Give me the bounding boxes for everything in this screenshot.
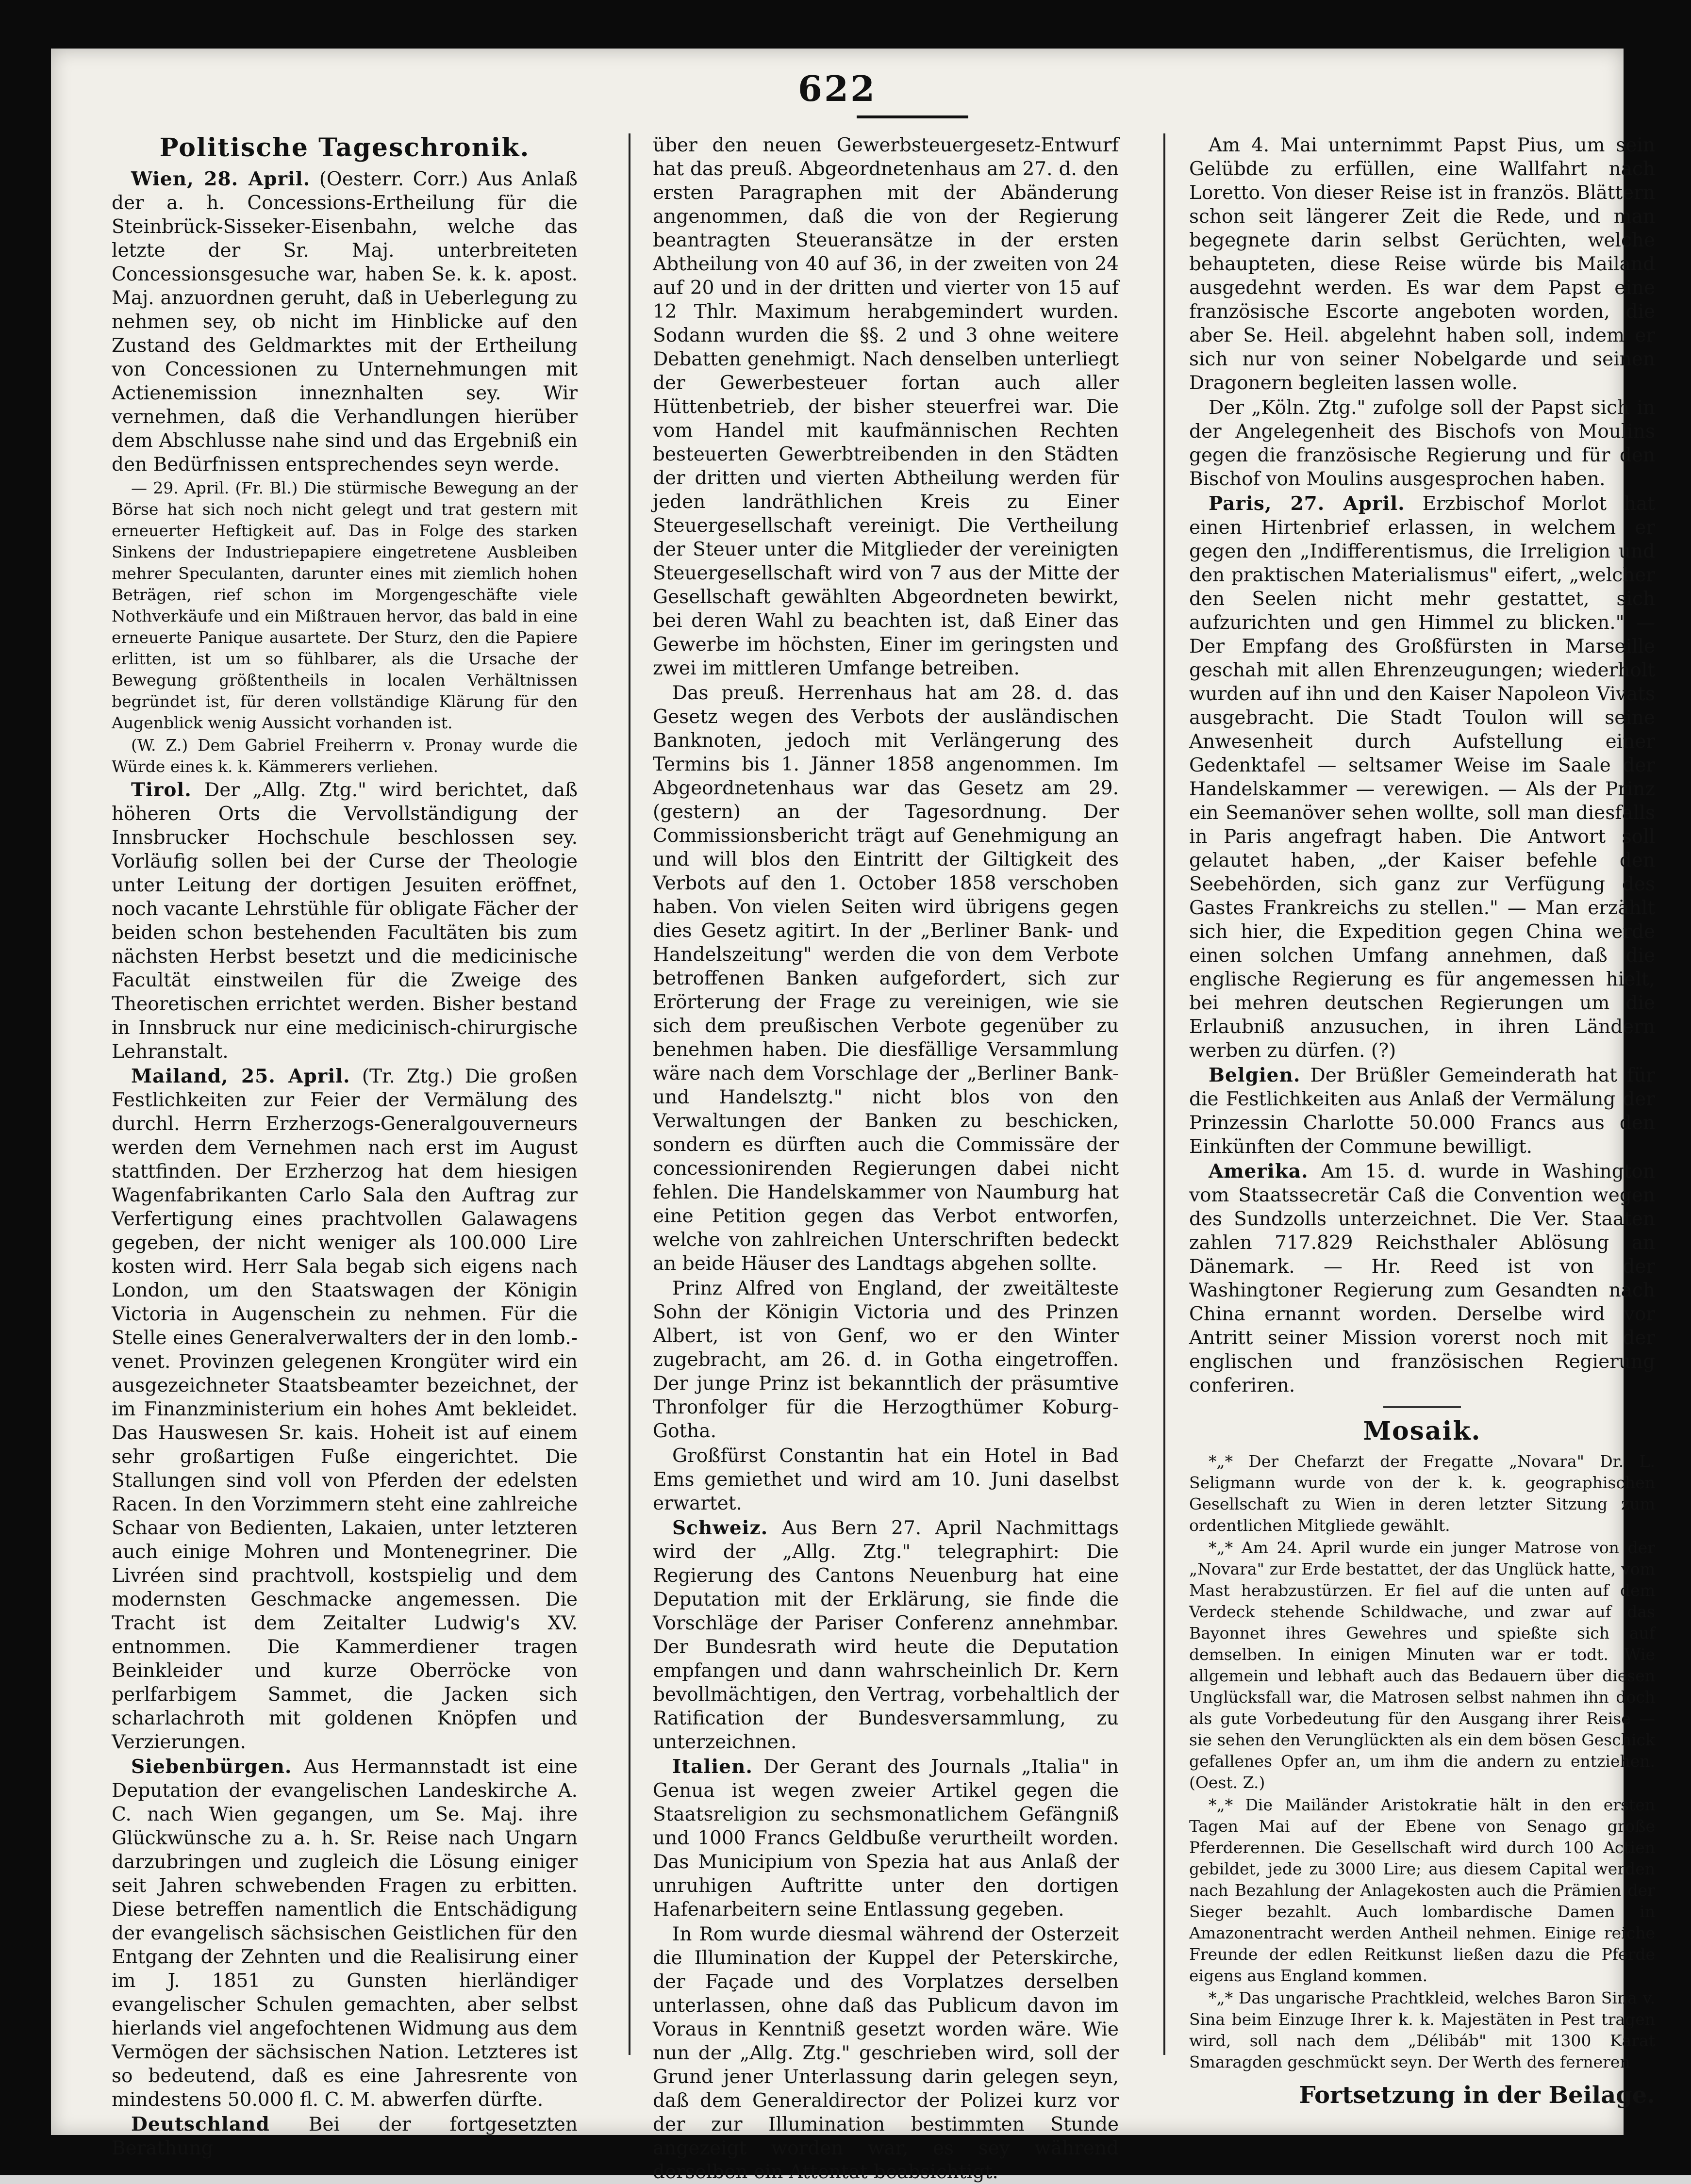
- article-amerika: [1189, 1160, 1655, 1397]
- dateline-belgien: Belgien.: [1209, 1064, 1301, 1086]
- column-divider: [1163, 133, 1165, 2055]
- dateline-tirol: Tirol.: [131, 779, 192, 801]
- dateline-italien: Italien.: [672, 1756, 753, 1778]
- article-deutschland: [112, 2113, 578, 2160]
- article-schweiz: [653, 1516, 1119, 1754]
- dateline-deutschland: Deutschland: [131, 2113, 270, 2135]
- article-siebenbuergen: [112, 1755, 578, 2112]
- mosaik-item: *„* Der Chefarzt der Fregatte „Novara" Dr. L. Seligmann wurde von der k. k. geographischen Gesellschaft zu Wien in deren letzter Sitzung zum ordentlichen Mitgliede gewählt.: [1189, 1452, 1655, 1535]
- mosaik-heading: Mosaik.: [1363, 1416, 1481, 1446]
- article-body: (Oesterr. Corr.) Aus Anlaß der a. h. Concessions-Ertheilung für die Steinbrück-Sisseker-Eisenbahn, welche das letzte der Sr. Maj. unterbreiteten Concessionsgesuche war, haben Se. k. k. apost. Maj. anzuordnen geruht, daß in Ueberlegung zu nehmen sey, ob nicht im Hinblicke auf den Zustand des Geldmarktes mit der Ertheilung von Concessionen zu Unternehmungen mit Actienemission inneznhalten sey. Wir vernehmen, daß die Verhandlungen hierüber dem Abschlusse nahe sind und das Ergebniß ein den Bedürfnissen entsprechendes seyn werde.: [112, 168, 578, 476]
- dateline-mailand: Mailand, 25. April.: [131, 1065, 350, 1087]
- section-separator: [1383, 1406, 1461, 1408]
- dateline-siebenbuergen: Siebenbürgen.: [131, 1756, 292, 1778]
- page-number: 622: [797, 68, 877, 109]
- newspaper-page: [51, 49, 1655, 2183]
- article-papst: Am 4. Mai unternimmt Papst Pius, um sein Gelübde zu erfüllen, eine Wallfahrt nach Loretto. Von dieser Reise ist in französ. Blättern schon seit längerer Zeit die Rede, und man begegnete darin selbst Gerüchten, welche behaupteten, diese Reise würde bis Mailand ausgedehnt werden. Es war dem Papst eine französische Escorte angeboten worden, die aber Se. Heil. abgelehnt haben soll, indem er sich nur von seiner Nobelgarde und seinen Dragonern begleiten lassen wolle.: [1189, 134, 1655, 394]
- mosaik-item: *„* Am 24. April wurde ein junger Matrose von der „Novara" zur Erde bestattet, der das Unglück hatte, vom Mast herabzustürzen. Er fiel auf die unten auf dem Verdeck stehende Schildwache, und zwar auf das Bayonnet ihres Gewehres und spießte sich auf demselben. In einigen Minuten war er todt. Wie allgemein und lebhaft auch das Bedauern über diesen Unglücksfall war, die Matrosen selbst nahmen ihn doch als gute Vorbedeutung für den Ausgang ihrer Reise — sie sehen den Verunglückten als ein dem bösen Geschick gefallenes Opfer an, um ihm die andern zu entziehen. (Oest. Z.): [1189, 1538, 1655, 1792]
- article-body: Aus Hermannstadt ist eine Deputation der evangelischen Landeskirche A. C. nach Wien gegangen, um Se. Maj. ihre Glückwünsche zu a. h. Sr. Reise nach Ungarn darzubringen und zugleich die Lösung einiger seit Jahren schwebenden Fragen zu erbitten. Diese betreffen namentlich die Entschädigung der evangelisch sächsischen Geistlichen für den Entgang der Zehnten und die Realisirung einer im J. 1851 zu Gunsten hierländiger evangelischer Schulen gemachten, aber selbst hierlands viel angefochtenen Widmung aus dem Vermögen der sächsischen Nation. Letzteres ist so bedeutend, daß es eine Jahresrente von mindestens 50.000 fl. C. M. abwerfen dürfte.: [112, 1756, 578, 2111]
- dateline-amerika: Amerika.: [1209, 1160, 1309, 1182]
- mosaik-item: *„* Das ungarische Prachtkleid, welches Baron Sina v. Sina beim Einzuge Ihrer k. k. Majestäten in Pest tragen wird, soll nach dem „Délibáb" mit 1300 Karat Smaragden geschmückt seyn. Der Werth des ferneren: [1189, 1988, 1655, 2071]
- section-heading: Politische Tageschronik.: [159, 133, 530, 163]
- article-body: Am 15. d. wurde in Washington vom Staatssecretär Caß die Convention wegen des Sundzolls unterzeichnet. Die Ver. Staaten zahlen 717.829 Reichsthaler Ablösung an Dänemark. — Hr. Reed ist von der Washingtoner Regierung zum Gesandten nach China ernannt worden. Derselbe wird vor Antritt seiner Mission vorerst noch mit der englischen und französischen Regierung conferiren.: [1189, 1161, 1655, 1396]
- article-tirol: [112, 778, 578, 1064]
- column-middle: [653, 133, 1119, 2183]
- article-mailand: [112, 1065, 578, 1754]
- column-left: [112, 133, 578, 2159]
- article-herrenhaus: Das preuß. Herrenhaus hat am 28. d. das Gesetz wegen des Verbots der ausländischen Banknoten, jedoch mit Verlängerung des Termins bis 1. Jänner 1858 angenommen. Im Abgeordnetenhaus war das Gesetz am 29. (gestern) an der Tagesordnung. Der Commissionsbericht trägt auf Genehmigung an und will blos den Eintritt der Giltigkeit des Verbots auf den 1. October 1858 verschoben haben. Von vielen Seiten wird übrigens gegen dies Gesetz agitirt. In der „Berliner Bank- und Handelszeitung" werden die von dem Verbote betroffenen Banken aufgefordert, sich zur Erörterung der Frage zu vereinigen, wie sie sich dem preußischen Verbote gegenüber zu benehmen haben. Die diesfällige Versammlung wäre nach dem Vorschlage der „Berliner Bank- und Handelsztg." nicht blos von den Verwaltungen der Banken zu beschicken, sondern es dürften auch die Commissäre der concessionirenden Regierungen dabei nicht fehlen. Die Handelskammer von Naumburg hat eine Petition gegen das Verbot entworfen, welche von zahlreichen Unterschriften bedeckt an beide Häuser des Landtags abgehen sollte.: [653, 682, 1119, 1275]
- article-wien: [112, 167, 578, 476]
- article-body: Bei der fortgesetzten Berathung: [112, 2114, 578, 2159]
- article-body: Aus Bern 27. April Nachmittags wird der „Allg. Ztg." telegraphirt: Die Regierung des Cantons Neuenburg hat eine Deputation mit der Erklärung, sie finde die Vorschläge der Pariser Conferenz annehmbar. Der Bundesrath wird heute die Deputation empfangen und dann wahrscheinlich Dr. Kern bevollmächtigen, den Vertrag, vorbehaltlich der Ratification der Bundesversammlung, zu unterzeichnen.: [653, 1517, 1119, 1753]
- article-body: Der Gerant des Journals „Italia" in Genua ist wegen zweier Artikel gegen die Staatsreligion zu sechsmonatlichem Gefängniß und 1000 Francs Geldbuße verurtheilt worden. Das Municipium von Spezia hat aus Anlaß der unruhigen Auftritte unter den dortigen Hafenarbeitern seine Entlassung gegeben.: [653, 1756, 1119, 1921]
- article-belgien: [1189, 1064, 1655, 1159]
- article-body: Der „Allg. Ztg." wird berichtet, daß höheren Orts die Vervollständigung der Innsbrucker Hochschule beschlossen sey. Vorläufig sollen bei der Curse der Theologie unter Leitung der dortigen Jesuiten eröffnet, noch vacante Lehrstühle für obligate Fächer der beiden schon bestehenden Facultäten bis zum nächsten Herbst besetzt und die medicinische Facultät einstweilen für die Zweige des Theoretischen errichtet werden. Bisher bestand in Innsbruck nur eine medicinisch-chirurgische Lehranstalt.: [112, 779, 578, 1063]
- article-prinz-alfred: Prinz Alfred von England, der zweitälteste Sohn der Königin Victoria und des Prinzen Albert, ist von Genf, wo er den Winter zugebracht, am 26. d. in Gotha eingetroffen. Der junge Prinz ist bekanntlich der präsumtive Thronfolger für die Herzogthümer Koburg-Gotha.: [653, 1278, 1119, 1442]
- article-body: Der Brüßler Gemeinderath hat für die Festlichkeiten aus Anlaß der Vermälung der Prinzessin Charlotte 50.000 Francs aus den Einkünften der Commune bewilligt.: [1189, 1065, 1655, 1158]
- article-rom: In Rom wurde diesmal während der Osterzeit die Illumination der Kuppel der Peterskirche, der Façade und des Vorplatzes derselben unterlassen, ohne daß das Publicum davon im Voraus in Kenntniß gesetzt worden wäre. Wie nun der „Allg. Ztg." geschrieben wird, soll der Grund jener Unterlassung darin gelegen seyn, daß dem Generaldirector der Polizei kurz vor der zur Illumination bestimmten Stunde angezeigt worden war, es sey während derselben ein Attentat beabsichtigt.: [653, 1923, 1119, 2183]
- dateline-wien: Wien, 28. April.: [131, 168, 311, 190]
- column-right: [1189, 133, 1655, 2109]
- article-gewerbsteuer: über den neuen Gewerbsteuergesetz-Entwurf hat das preuß. Abgeordnetenhaus am 27. d. den ersten Paragraphen mit der Abänderung angenommen, daß die von der Regierung beantragten Steueransätze in der ersten Abtheilung von 40 auf 36, in der zweiten von 24 auf 20 und in der dritten und vierter von 15 auf 12 Thlr. Maximum herabgemindert wurden. Sodann wurden die §§. 2 und 3 ohne weitere Debatten genehmigt. Nach denselben unterliegt der Gewerbesteuer fortan auch aller Hüttenbetrieb, der bisher steuerfrei war. Die vom Handel mit kaufmännischen Rechten besteuerten Gewerbtreibenden in den Städten der dritten und vierten Abtheilung werden für jeden landräthlichen Kreis zu Einer Steuergesellschaft vereinigt. Die Vertheilung der Steuer unter die Mitglieder der vereinigten Steuergesellschaft wird von 7 aus der Mitte der Gesellschaft gewählten Abgeordneten bewirkt, bei deren Wahl zu beachten ist, daß Einer das Gewerbe im höchsten, Einer im geringsten und zwei im mittleren Umfange betreiben.: [653, 134, 1119, 679]
- article-body: (Tr. Ztg.) Die großen Festlichkeiten zur Feier der Vermälung des durchl. Herrn Erzherzogs-Generalgouverneurs werden dem Vernehmen nach erst im August stattfinden. Der Erzherzog hat dem hiesigen Wagenfabrikanten Carlo Sala den Auftrag zur Verfertigung eines prachtvollen Galawagens gegeben, der nicht weniger als 100.000 Lire kosten wird. Herr Sala begab sich eigens nach London, um den Staatswagen der Königin Victoria in Augenschein zu nehmen. Für die Stelle eines Generalverwalters der in den lomb.-venet. Provinzen gelegenen Krongüter wird ein ausgezeichneter Staatsbeamter bezeichnet, der im Finanzministerium ein hohes Amt bekleidet. Das Hauswesen Sr. kais. Hoheit ist auf einem sehr großartigen Fuße eingerichtet. Die Stallungen sind voll von Pferden der edelsten Racen. In den Vorzimmern steht eine zahlreiche Schaar von Bedienten, Lakaien, unter letzteren auch einige Mohren und Montenegriner. Die Livréen sind prachtvoll, kostspielig und dem modernsten Geschmacke angemessen. Die Tracht ist dem Zeitalter Ludwig's XV. entnommen. Die Kammerdiener tragen Beinkleider und kurze Oberröcke von perlfarbigem Sammet, die Jacken sich scharlachroth mit goldenen Knöpfen und Verzierungen.: [112, 1066, 578, 1753]
- article-body: Erzbischof Morlot hat einen Hirtenbrief erlassen, in welchem er gegen den „Indifferentismus, die Irreligion und den praktischen Materialismus" eifert, „welcher den Seelen nicht mehr gestattet, sich aufzurichten und gen Himmel zu blicken." — Der Empfang des Großfürsten in Marseille geschah mit allen Ehrenzeugungen; wiederholt wurden auf ihn und den Kaiser Napoleon Vivats ausgebracht. Die Stadt Toulon will seine Anwesenheit durch Aufstellung einer Gedenktafel — seltsamer Weise im Saale der Handelskammer — verewigen. — Als der Prinz ein Seemanöver sehen wollte, soll man diesfalls in Paris angefragt haben. Die Antwort soll gelautet haben, „der Kaiser befehle den Seebehörden, sich ganz zur Verfügung des Gastes Frankreichs zu stellen." — Man erzählt sich hier, die Expedition gegen China werde einen solchen Umfang annehmen, daß die englische Regierung es für angemessen hielt, bei mehren deutschen Regierungen um die Erlaubniß anzusuchen, in ihren Ländern werben zu dürfen. (?): [1189, 493, 1655, 1062]
- article-koeln: Der „Köln. Ztg." zufolge soll der Papst sich in der Angelegenheit des Bischofs von Moulins gegen die französische Regierung und für den Bischof von Moulins ausgesprochen haben.: [1189, 397, 1655, 490]
- dateline-paris: Paris, 27. April.: [1209, 493, 1405, 515]
- dateline-schweiz: Schweiz.: [672, 1517, 768, 1539]
- article-wz: (W. Z.) Dem Gabriel Freiherrn v. Pronay wurde die Würde eines k. k. Kämmerers verliehen.: [112, 736, 578, 776]
- article-paris: [1189, 492, 1655, 1063]
- article-italien: [653, 1755, 1119, 1921]
- mosaik-item: *„* Die Mailänder Aristokratie hält in den ersten Tagen Mai auf der Ebene von Senago große Pferderennen. Die Gesellschaft wird durch 100 Actien gebildet, jede zu 3000 Lire; aus diesem Capital werden nach Bezahlung der Anlagekosten auch die Prämien der Sieger bezahlt. Auch lombardische Damen in Amazonentracht werden Antheil nehmen. Einige reiche Freunde der edlen Reitkunst ließen dazu die Pferde eigens aus England kommen.: [1189, 1795, 1655, 1985]
- article-april29: — 29. April. (Fr. Bl.) Die stürmische Bewegung an der Börse hat sich noch nicht gelegt und trat gestern mit erneuerter Heftigkeit auf. Das in Folge des starken Sinkens der Industriepapiere eingetretene Ausbleiben mehrer Speculanten, darunter eines mit ziemlich hohen Beträgen, rief schon im Morgengeschäfte viele Nothverkäufe und ein Mißtrauen hervor, das bald in eine erneuerte Panique ausartete. Der Sturz, den die Papiere erlitten, ist um so fühlbarer, als die Ursache der Bewegung größtentheils in localen Verhältnissen begründet ist, für deren vollständige Klärung für den Augenblick wenig Aussicht vorhanden ist.: [112, 478, 578, 732]
- column-divider: [629, 133, 630, 2055]
- article-constantin: Großfürst Constantin hat ein Hotel in Bad Ems gemiethet und wird am 10. Juni daselbst erwartet.: [653, 1445, 1119, 1514]
- continuation-note: Fortsetzung in der Beilage.: [1299, 2082, 1655, 2109]
- page-number-underline: [857, 115, 968, 118]
